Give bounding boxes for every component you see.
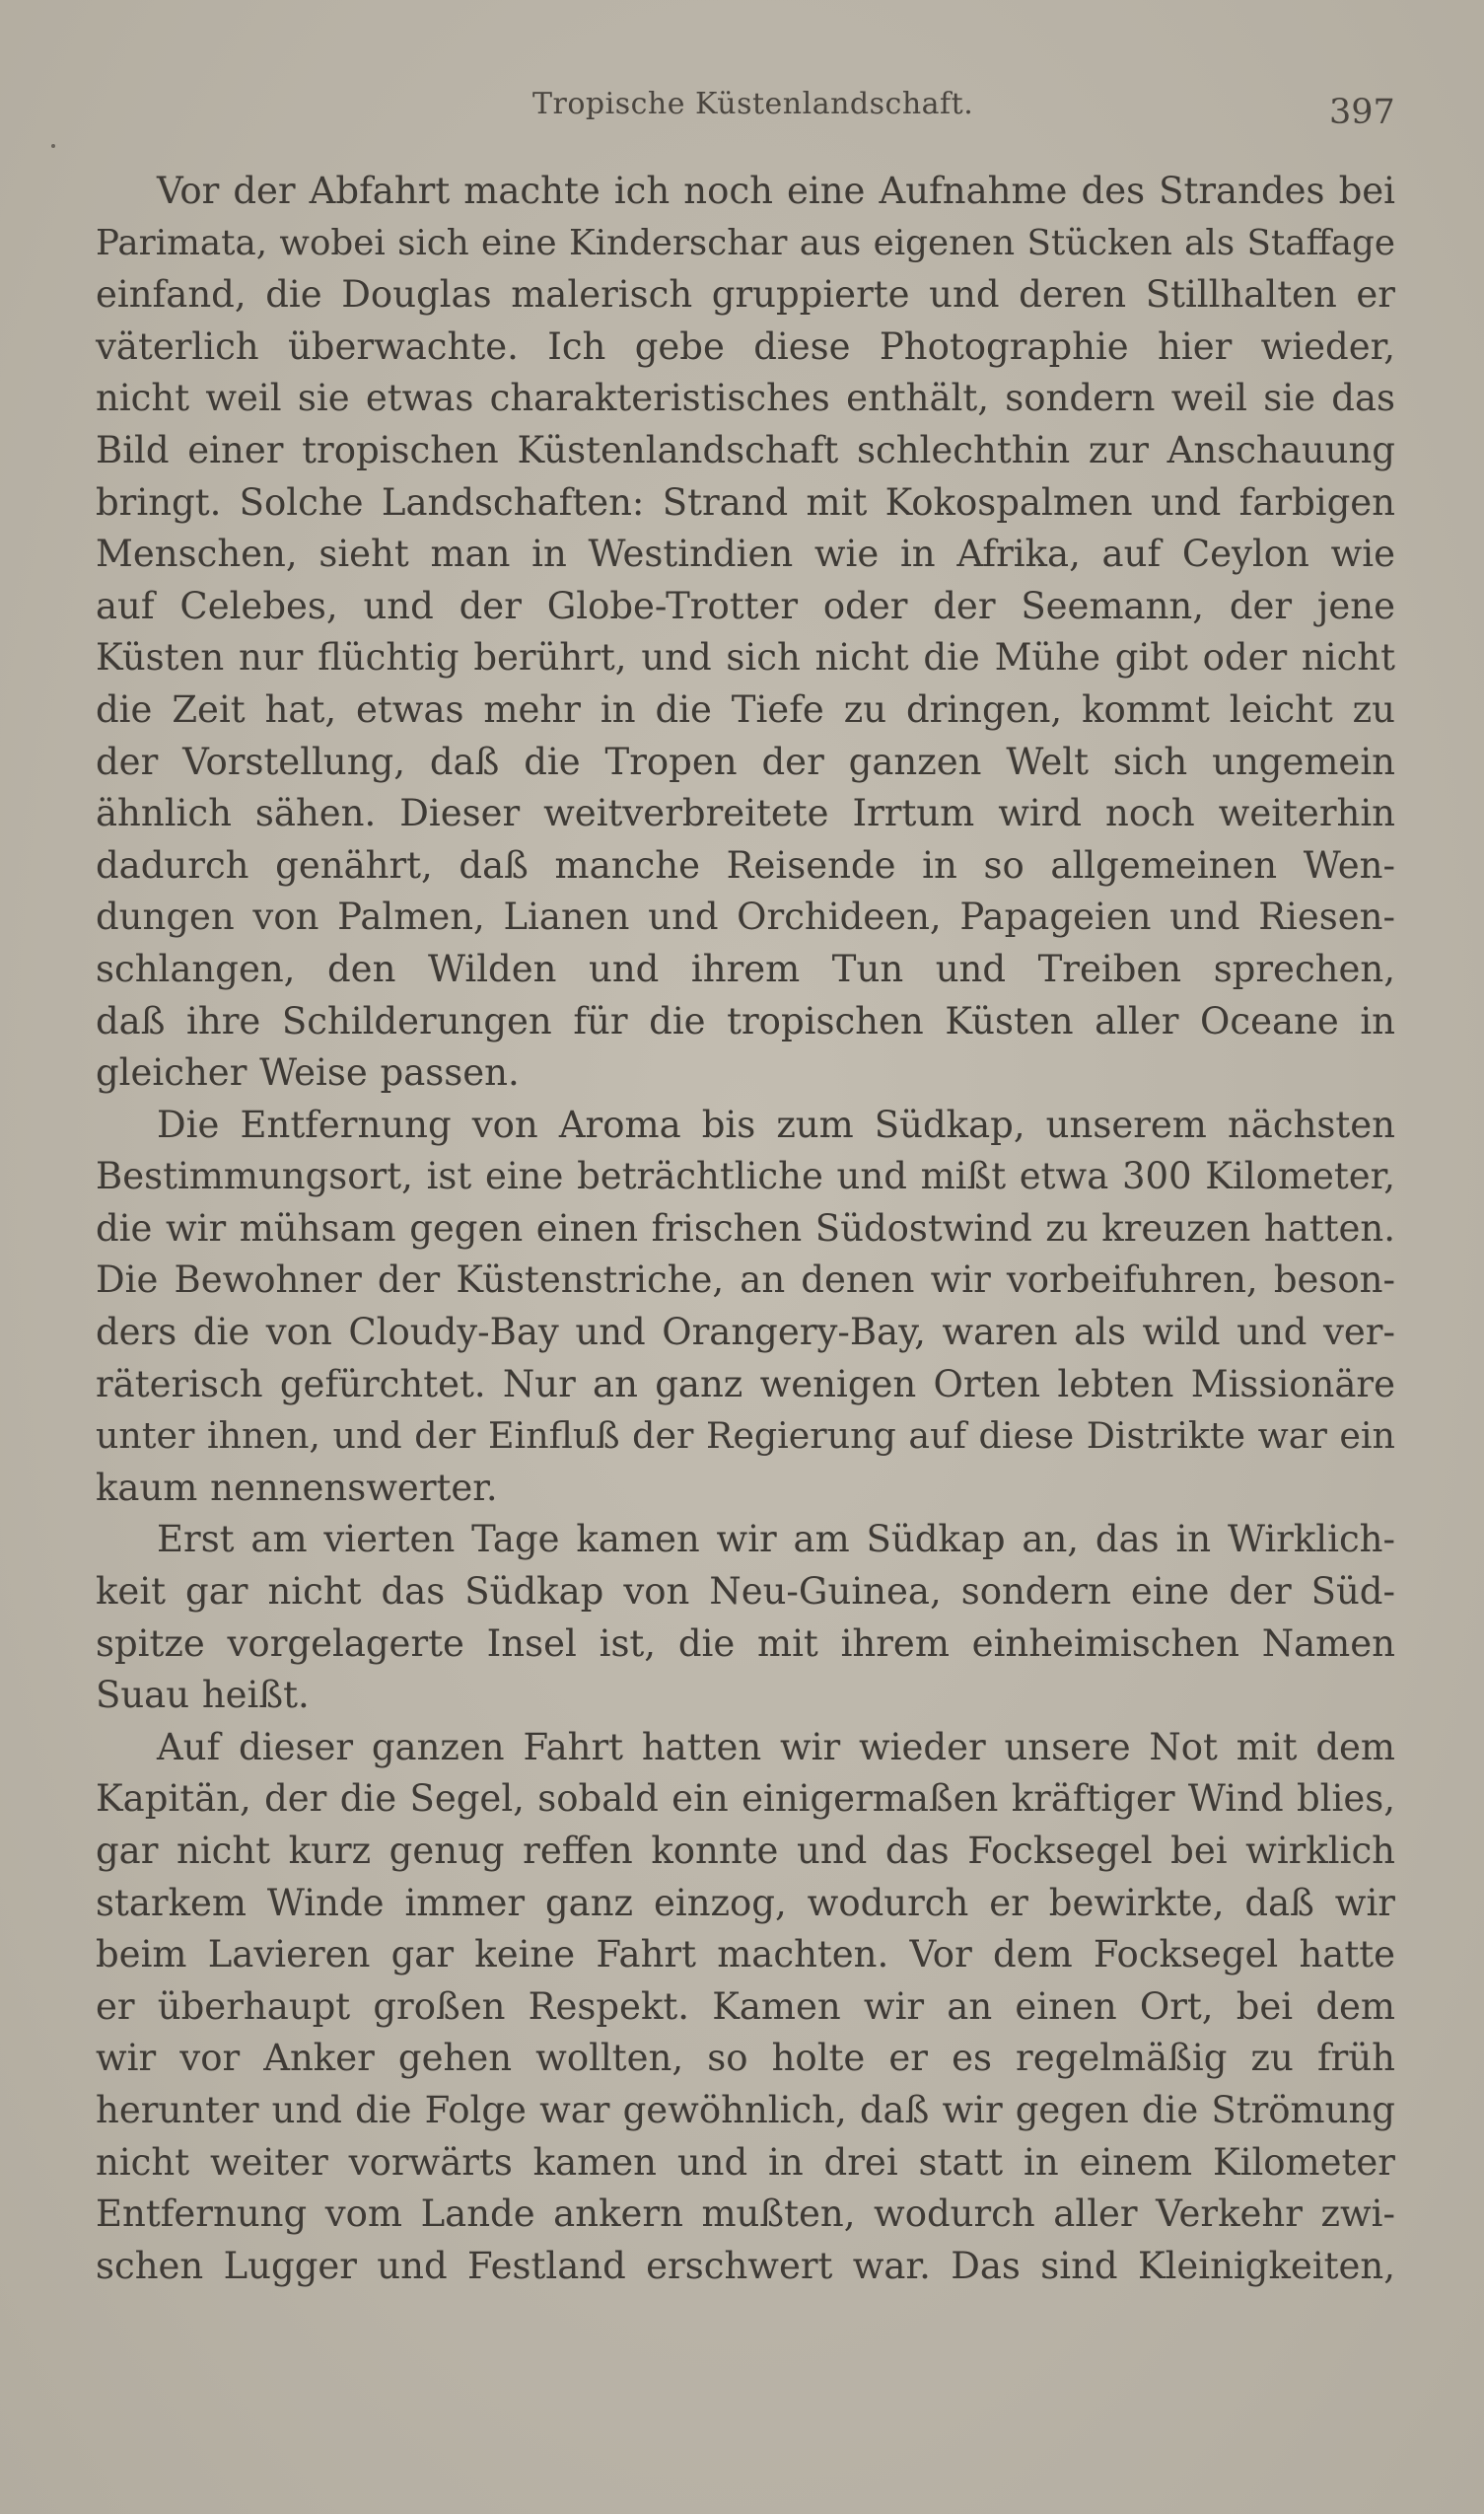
text-line: spitze vorgelagerte Insel ist, die mit ihrem einheimischen Namen bbox=[96, 1621, 1395, 1665]
text-line: Küsten nur flüchtig berührt, und sich nicht die Mühe gibt oder nicht bbox=[96, 636, 1395, 680]
text-line: herunter und die Folge war gewöhnlich, daß wir gegen die Strömung bbox=[96, 2088, 1395, 2131]
text-line: die Zeit hat, etwas mehr in die Tiefe zu dringen, kommt leicht zu bbox=[96, 687, 1395, 731]
text-line: Suau heißt. bbox=[96, 1674, 310, 1717]
text-line: Auf dieser ganzen Fahrt hatten wir wieder unsere Not mit dem bbox=[157, 1725, 1395, 1768]
text-line: die wir mühsam gegen einen frischen Südostwind zu kreuzen hatten. bbox=[96, 1206, 1395, 1250]
text-line: gar nicht kurz genug reffen konnte und das Focksegel bei wirklich bbox=[96, 1830, 1395, 1872]
text-line: nicht weil sie etwas charakteristisches enthält, sondern weil sie das bbox=[96, 377, 1395, 420]
text-line: Entfernung vom Lande ankern mußten, wodurch aller Verkehr zwi- bbox=[96, 2192, 1395, 2236]
paper-speck bbox=[51, 144, 55, 148]
text-line: starkem Winde immer ganz einzog, wodurch er bewirkte, daß wir bbox=[96, 1881, 1395, 1924]
text-line: Die Entfernung von Aroma bis zum Südkap, unserem nächsten bbox=[157, 1103, 1395, 1146]
text-line: Bestimmungsort, ist eine beträchtliche und mißt etwa 300 Kilometer, bbox=[96, 1155, 1395, 1198]
text-line: gleicher Weise passen. bbox=[96, 1051, 520, 1095]
text-line: räterisch gefürchtet. Nur an ganz wenigen Orten lebten Missionäre bbox=[96, 1362, 1395, 1405]
text-line: nicht weiter vorwärts kamen und in drei statt in einem Kilometer bbox=[96, 2140, 1395, 2184]
text-line: dadurch genährt, daß manche Reisende in so allgemeinen Wen- bbox=[96, 843, 1395, 887]
text-line: bringt. Solche Landschaften: Strand mit Kokospalmen und farbigen bbox=[96, 480, 1395, 524]
text-line: keit gar nicht das Südkap von Neu-Guinea, sondern eine der Süd- bbox=[96, 1570, 1395, 1614]
page-number: 397 bbox=[1329, 93, 1395, 132]
text-line: beim Lavieren gar keine Fahrt machten. Vor dem Focksegel hatte bbox=[96, 1933, 1395, 1976]
text-line: dungen von Palmen, Lianen und Orchideen, Papageien und Riesen- bbox=[96, 896, 1395, 939]
text-line: schlangen, den Wilden und ihrem Tun und Treiben sprechen, bbox=[96, 947, 1395, 990]
text-line: ders die von Cloudy-Bay und Orangery-Bay, waren als wild und ver- bbox=[96, 1311, 1395, 1354]
text-line: Kapitän, der die Segel, sobald ein einigermaßen kräftiger Wind blies, bbox=[96, 1777, 1395, 1821]
text-line: Menschen, sieht man in Westindien wie in Afrika, auf Ceylon wie bbox=[96, 533, 1395, 576]
text-line: auf Celebes, und der Globe-Trotter oder der Seemann, der jene bbox=[96, 584, 1395, 627]
text-line: Bild einer tropischen Küstenlandschaft schlechthin zur Anschauung bbox=[96, 428, 1395, 471]
text-line: der Vorstellung, daß die Tropen der ganzen Welt sich ungemein bbox=[96, 740, 1395, 783]
running-title: Tropische Küstenlandschaft. bbox=[532, 87, 974, 121]
paragraph bbox=[96, 1514, 1395, 1721]
paragraph bbox=[96, 1722, 1395, 2293]
paragraph bbox=[96, 1100, 1395, 1515]
text-line: väterlich überwachte. Ich gebe diese Photographie hier wieder, bbox=[96, 324, 1395, 368]
text-line: er überhaupt großen Respekt. Kamen wir an einen Ort, bei dem bbox=[96, 1984, 1395, 2028]
text-line: Die Bewohner der Küstenstriche, an denen wir vorbeifuhren, beson- bbox=[96, 1258, 1395, 1302]
text-line: wir vor Anker gehen wollten, so holte er es regelmäßig zu früh bbox=[96, 2037, 1395, 2080]
text-line: Vor der Abfahrt machte ich noch eine Aufnahme des Strandes bei bbox=[157, 170, 1395, 212]
text-line: Parimata, wobei sich eine Kinderschar aus eigenen Stücken als Staffage bbox=[96, 222, 1395, 263]
text-line: ähnlich sähen. Dieser weitverbreitete Irrtum wird noch weiterhin bbox=[96, 792, 1395, 835]
body-text bbox=[96, 166, 1395, 2292]
text-line: einfand, die Douglas malerisch gruppierte und deren Stillhalten er bbox=[96, 273, 1395, 317]
paragraph bbox=[96, 166, 1395, 1100]
text-line: schen Lugger und Festland erschwert war. Das sind Kleinigkeiten, bbox=[96, 2244, 1395, 2287]
text-line: unter ihnen, und der Einfluß der Regierung auf diese Distrikte war ein bbox=[96, 1414, 1395, 1458]
text-line: Erst am vierten Tage kamen wir am Südkap an, das in Wirklich- bbox=[157, 1518, 1395, 1561]
text-line: kaum nennenswerter. bbox=[96, 1466, 498, 1509]
text-line: daß ihre Schilderungen für die tropischen Küsten aller Oceane in bbox=[96, 999, 1395, 1042]
